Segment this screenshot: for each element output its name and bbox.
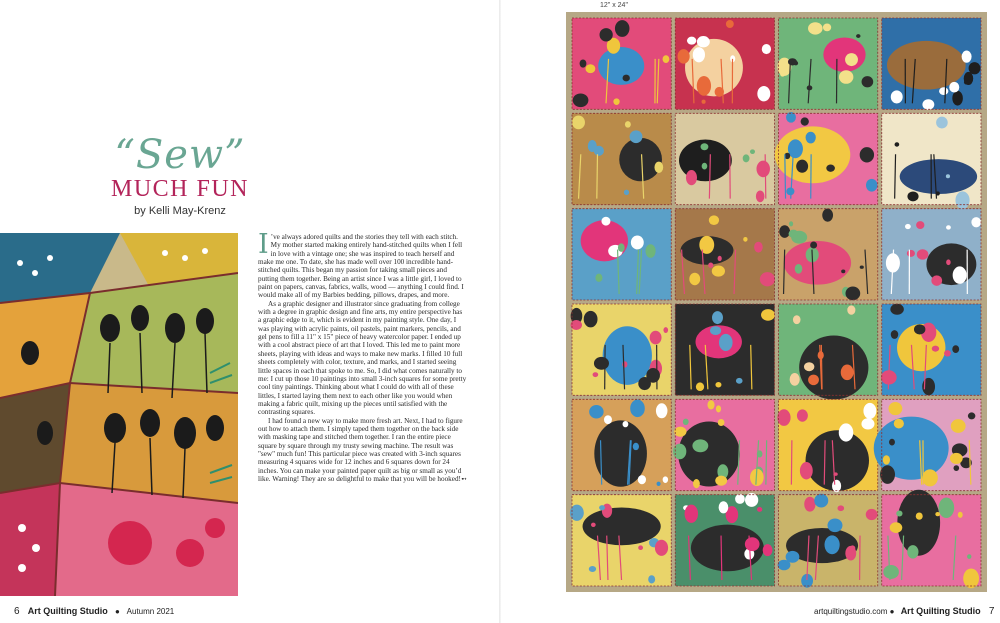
footer-left <box>14 606 174 617</box>
quilt-square <box>572 209 671 300</box>
article-paragraph-2: As a graphic designer and illustrator since graduating from college with a degree in graphic design and fine arts, my entire perspective has a graphic edge to it, which is evident in my painting style. One day, I was playing with acrylic paints, oil pastels, paint markers, pencils, and gel pens to fill a 11" x 15" piece of heavy watercolor paper. I ended up with a cool abstract piece of art that I loved. This led me to paint more sheets, playing with ideas and ways to make new marks. I filled 10 full sheets completely with color, texture, and marks, and I started seeing little spaces in each that spoke to me. So, I did what comes naturally to me: I cut up those 10 paintings into small 3-inch squares for some pretty cool tiny paintings. Thinking about what I could do with all of these littles, I started laying them next to each other like you would when making a fabric quilt, mixing up the pieces until satisfied with the contrasting squares. <box>258 299 467 417</box>
quilt-square <box>778 494 878 588</box>
quilt-square <box>882 209 981 300</box>
footer-right <box>814 606 994 617</box>
quilt-square <box>882 18 981 110</box>
quilt-square <box>882 490 981 589</box>
quilt-square <box>571 304 672 395</box>
magazine-name-left: Art Quilting Studio <box>27 606 108 616</box>
quilt-square <box>675 113 774 204</box>
end-mark-icon: ➻ <box>460 474 467 483</box>
quilt-square <box>881 304 981 396</box>
website-link[interactable]: artquiltingstudio.com <box>814 607 888 616</box>
quilt-square <box>675 209 775 300</box>
quilt-square <box>673 399 774 490</box>
quilt-closeup-illustration <box>0 233 238 596</box>
quilt-square <box>572 18 671 109</box>
quilt-square <box>675 493 774 586</box>
quilt-square <box>675 18 774 109</box>
article-paragraph-3: I had found a new way to make more fresh art. Next, I had to figure out how to attach them. I simply taped them together on the back side with masking tape and stitched them together. I ran the entire piece square by square through my trusty sewing machine. The result was "sew" much fun! This particular piece was created with 3-inch squares measuring 4 squares wide for 12 inches and 6 squares down for 24 inches. You can make your painted paper quilt as big or small as you’d like. Warning! They are so delightful to make that you will be hooked!➻ <box>258 416 467 483</box>
article-paragraph-1: I ’ve always adored quilts and the stories they tell with each stitch. My mother started making entirely hand-stitched quilts when I fell in love with a vintage one; she was inspired to teach herself and make me one. To date, she has made well over 100 incredible hand-stitched quilts. This began my passion for taking small pieces and putting them together. Being an artist since I was a little girl, I loved to paint on papers, canvas, fabrics, walls, wood — anything I could find. I would make all of my Barbies bedding, pillows, drapes, and more. <box>258 233 464 300</box>
page-number-right: 7 <box>988 606 995 617</box>
quilt-square <box>572 113 671 204</box>
quilt-square <box>779 304 878 400</box>
quilt-square <box>779 209 878 301</box>
quilt-square <box>675 304 775 395</box>
quilt-square <box>572 399 671 490</box>
quilt-square <box>777 399 877 492</box>
drop-cap: I <box>258 233 269 260</box>
quilt-size-caption: 12" x 24" <box>600 2 628 9</box>
footer-separator-right: ● <box>889 607 895 616</box>
article-body <box>258 233 467 597</box>
quilt-square <box>882 113 981 209</box>
footer-separator-left: ● <box>115 607 120 616</box>
article-title-much-fun: MUCH FUN <box>110 176 250 202</box>
quilt-square <box>775 112 878 205</box>
page-number-left: 6 <box>14 606 20 617</box>
magazine-name-right: Art Quilting Studio <box>900 606 981 616</box>
quilt-square <box>874 399 981 490</box>
quilt-square <box>570 495 671 586</box>
page-gutter <box>499 0 501 623</box>
article-byline: by Kelli May-Krenz <box>134 205 226 217</box>
paper-quilt-photo <box>566 12 987 592</box>
article-title-sew: “Sew” <box>114 132 246 178</box>
quilt-square <box>777 18 877 109</box>
quilt-closeup-photo <box>0 233 238 596</box>
issue-label: Autumn 2021 <box>126 607 175 616</box>
paper-quilt-illustration <box>566 12 987 592</box>
